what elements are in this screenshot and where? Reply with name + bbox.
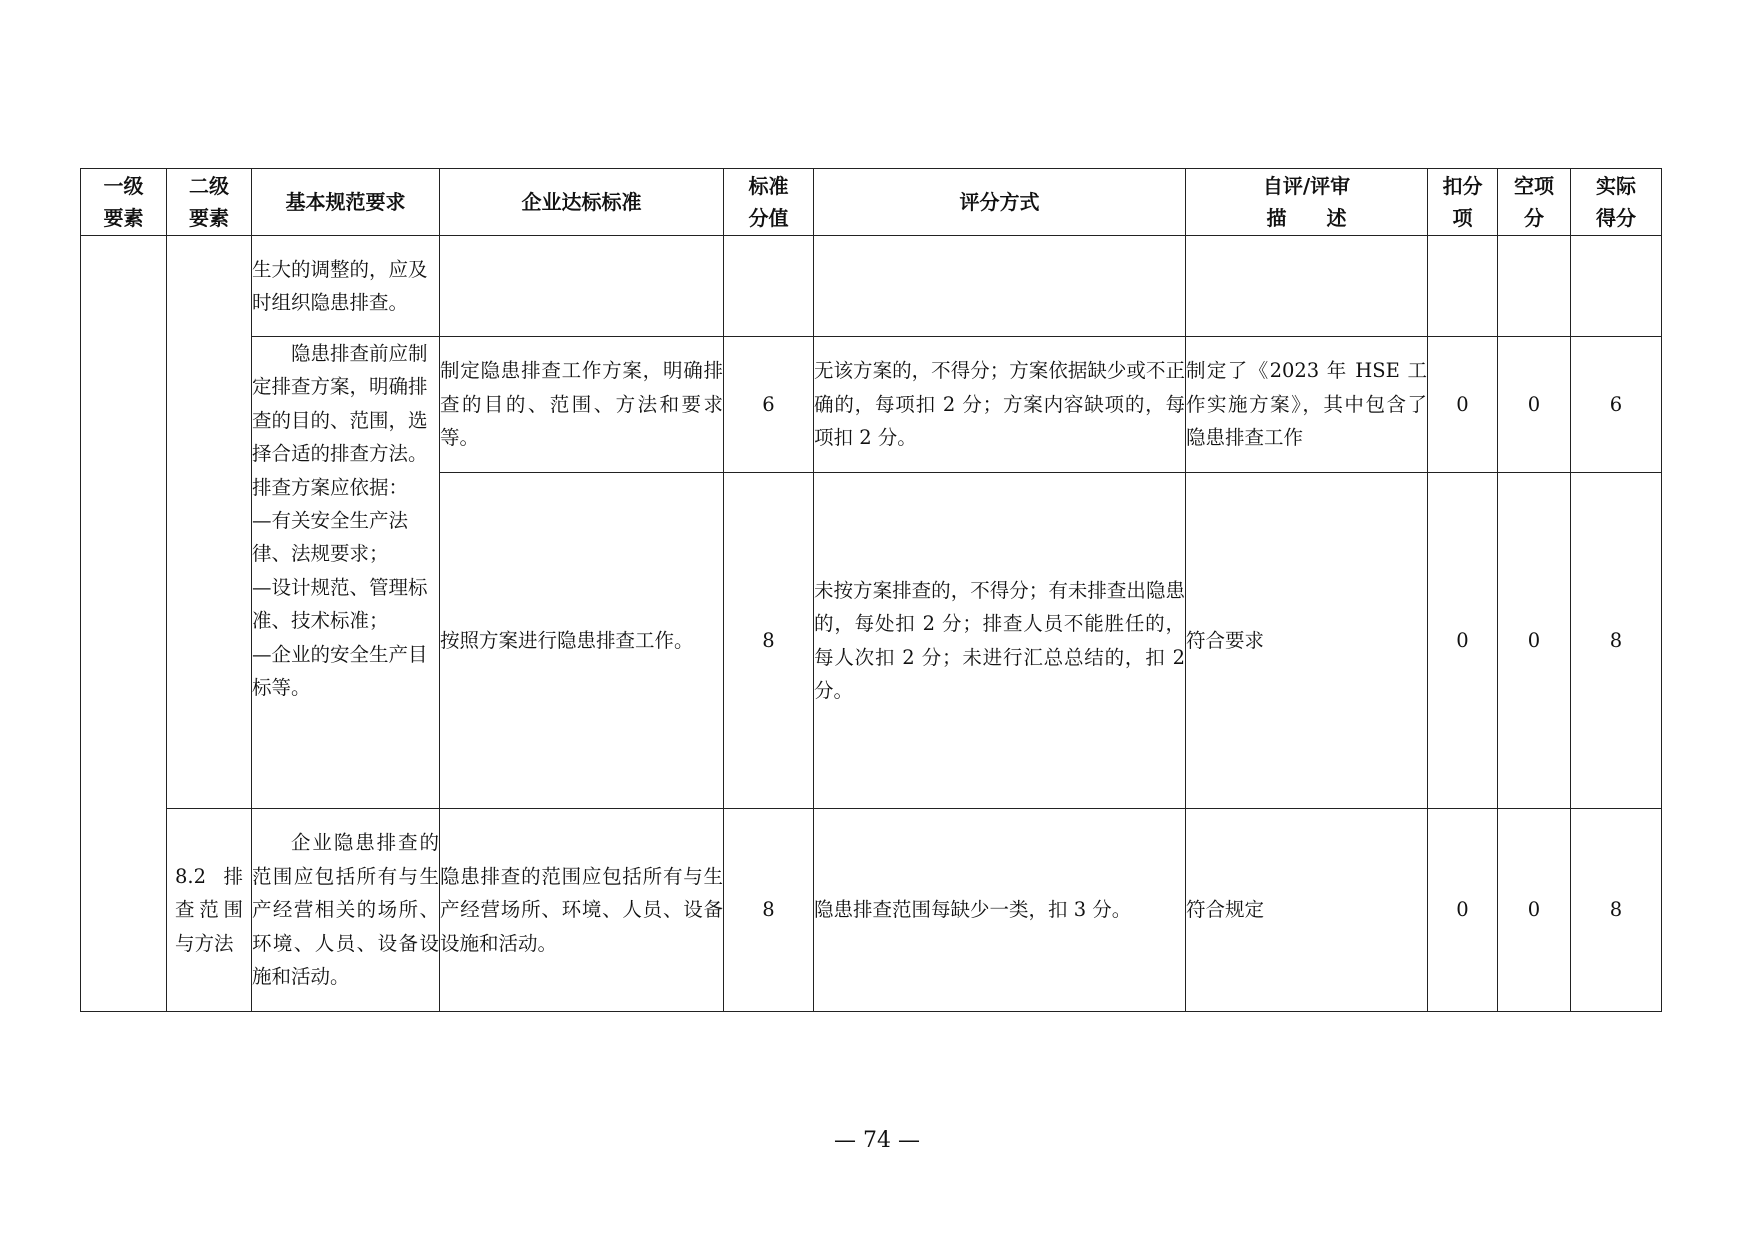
actual-cell: 6 <box>1571 337 1662 473</box>
deduct-cell <box>1428 236 1498 337</box>
score-cell: 8 <box>724 473 814 809</box>
header-standard: 企业达标标准 <box>440 169 724 236</box>
method-cell: 隐患排查范围每缺少一类，扣 3 分。 <box>814 809 1186 1012</box>
assessment-table <box>80 168 1662 1012</box>
score-cell: 6 <box>724 337 814 473</box>
requirement-cell: 生大的调整的，应及时组织隐患排查。 <box>252 236 440 337</box>
level2-cell <box>167 236 252 809</box>
header-level1: 一级 要素 <box>81 169 167 236</box>
table-row <box>81 809 1662 1012</box>
standard-cell: 制定隐患排查工作方案，明确排查的目的、范围、方法和要求等。 <box>440 337 724 473</box>
empty-cell: 0 <box>1498 473 1571 809</box>
deduct-cell: 0 <box>1428 809 1498 1012</box>
header-level2: 二级 要素 <box>167 169 252 236</box>
header-requirement: 基本规范要求 <box>252 169 440 236</box>
actual-cell: 8 <box>1571 473 1662 809</box>
requirement-cell: 企业隐患排查的范围应包括所有与生产经营相关的场所、环境、人员、设备设施和活动。 <box>252 809 440 1012</box>
header-empty: 空项 分 <box>1498 169 1571 236</box>
level1-cell <box>81 236 167 1012</box>
header-deduct: 扣分 项 <box>1428 169 1498 236</box>
requirement-cell: 隐患排查前应制定排查方案，明确排查的目的、范围，选择合适的排查方法。排查方案应依据： —有关安全生产法律、法规要求； —设计规范、管理标准、技术标准； —企业的安全生产目标等。 <box>252 337 440 809</box>
header-score: 标准 分值 <box>724 169 814 236</box>
standard-cell <box>440 236 724 337</box>
review-cell: 符合规定 <box>1186 809 1428 1012</box>
standard-cell: 隐患排查的范围应包括所有与生产经营场所、环境、人员、设备设施和活动。 <box>440 809 724 1012</box>
standard-cell: 按照方案进行隐患排查工作。 <box>440 473 724 809</box>
review-cell: 符合要求 <box>1186 473 1428 809</box>
review-cell: 制定了《2023 年 HSE 工作实施方案》，其中包含了隐患排查工作 <box>1186 337 1428 473</box>
actual-cell: 8 <box>1571 809 1662 1012</box>
header-row <box>81 169 1662 236</box>
actual-cell <box>1571 236 1662 337</box>
page-number: — 74 — <box>834 1128 920 1153</box>
method-cell: 未按方案排查的，不得分；有未排查出隐患的，每处扣 2 分；排查人员不能胜任的，每人次扣 2 分；未进行汇总总结的，扣 2 分。 <box>814 473 1186 809</box>
score-cell: 8 <box>724 809 814 1012</box>
empty-cell: 0 <box>1498 337 1571 473</box>
table-row <box>81 337 1662 473</box>
level2-cell: 8.2 排查范围与方法 <box>167 809 252 1012</box>
empty-cell <box>1498 236 1571 337</box>
table-row <box>81 236 1662 337</box>
deduct-cell: 0 <box>1428 337 1498 473</box>
method-cell <box>814 236 1186 337</box>
empty-cell: 0 <box>1498 809 1571 1012</box>
review-cell <box>1186 236 1428 337</box>
header-method: 评分方式 <box>814 169 1186 236</box>
method-cell: 无该方案的，不得分；方案依据缺少或不正确的，每项扣 2 分；方案内容缺项的，每项扣 2 分。 <box>814 337 1186 473</box>
score-cell <box>724 236 814 337</box>
header-actual: 实际 得分 <box>1571 169 1662 236</box>
header-review: 自评/评审 描 述 <box>1186 169 1428 236</box>
deduct-cell: 0 <box>1428 473 1498 809</box>
